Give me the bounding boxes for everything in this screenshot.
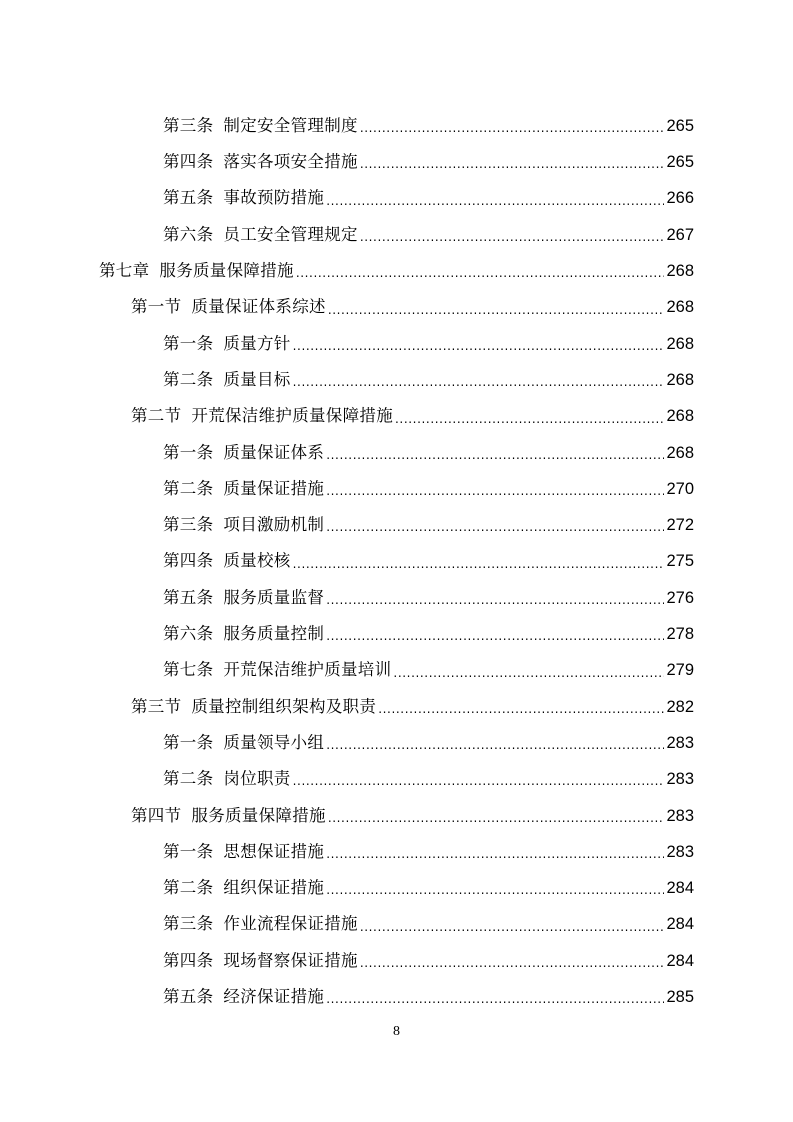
toc-entry[interactable] bbox=[0, 544, 793, 580]
toc-entry-page: 275 bbox=[666, 552, 694, 571]
toc-entry-number: 第二条 bbox=[163, 769, 214, 789]
toc-entry-title: 质量保证体系 bbox=[223, 442, 325, 462]
toc-entry-title: 质量保证措施 bbox=[223, 478, 325, 498]
toc-entry-page: 283 bbox=[666, 770, 694, 789]
dot-leader bbox=[326, 992, 664, 1006]
toc-entry-page: 284 bbox=[666, 915, 694, 934]
toc-entry-page: 278 bbox=[666, 625, 694, 644]
toc-entry-title: 现场督察保证措施 bbox=[223, 950, 358, 970]
toc-entry-title: 项目激励机制 bbox=[223, 515, 325, 535]
toc-entry-label bbox=[163, 154, 358, 171]
toc-entry[interactable] bbox=[0, 471, 793, 507]
toc-entry-title: 开荒保洁维护质量培训 bbox=[223, 660, 392, 680]
dot-leader bbox=[326, 738, 664, 752]
toc-entry-page: 279 bbox=[666, 661, 694, 680]
dot-leader bbox=[360, 121, 665, 135]
toc-entry-label bbox=[163, 880, 324, 897]
toc-entry-page: 268 bbox=[666, 407, 694, 426]
dot-leader bbox=[296, 266, 665, 280]
toc-entry-number: 第二条 bbox=[163, 478, 214, 498]
toc-entry-label bbox=[163, 190, 324, 207]
toc-entry-number: 第二节 bbox=[131, 406, 182, 426]
toc-entry-title: 质量方针 bbox=[223, 333, 291, 353]
toc-entry-label bbox=[163, 841, 325, 861]
toc-entry-page: 267 bbox=[666, 225, 694, 244]
toc-entry-title: 服务质量保障措施 bbox=[159, 261, 294, 281]
toc-entry-page: 268 bbox=[666, 262, 694, 281]
dot-leader bbox=[326, 194, 664, 208]
toc-entry-number: 第五条 bbox=[163, 587, 214, 607]
toc-entry-page: 266 bbox=[666, 189, 694, 208]
toc-entry-chapter[interactable] bbox=[0, 253, 793, 289]
toc-entry-label bbox=[163, 369, 291, 389]
dot-leader bbox=[326, 520, 664, 534]
toc-entry-page: 265 bbox=[666, 116, 694, 135]
toc-entry-number: 第三条 bbox=[163, 914, 214, 934]
toc-entry-page: 268 bbox=[666, 443, 694, 462]
toc-entry-title: 开荒保洁维护质量保障措施 bbox=[191, 406, 394, 426]
toc-entry[interactable] bbox=[0, 362, 793, 398]
toc-entry-section[interactable] bbox=[0, 289, 793, 325]
toc-entry[interactable] bbox=[0, 725, 793, 761]
toc-entry-page: 272 bbox=[666, 516, 694, 535]
toc-entry-label bbox=[163, 478, 325, 498]
dot-leader bbox=[326, 629, 664, 643]
toc-entry-number: 第一节 bbox=[131, 297, 182, 317]
toc-entry-label bbox=[99, 263, 294, 280]
toc-entry[interactable] bbox=[0, 870, 793, 906]
toc-entry-section[interactable] bbox=[0, 689, 793, 725]
toc-entry[interactable] bbox=[0, 834, 793, 870]
toc-entry-page: 284 bbox=[666, 951, 694, 970]
toc-entry-page: 282 bbox=[666, 697, 694, 716]
dot-leader bbox=[293, 557, 665, 571]
dot-leader bbox=[360, 956, 665, 970]
toc-entry-title: 组织保证措施 bbox=[223, 878, 325, 898]
dot-leader bbox=[395, 412, 664, 426]
dot-leader bbox=[328, 811, 665, 825]
toc-entry[interactable] bbox=[0, 761, 793, 797]
toc-entry-number: 第六条 bbox=[163, 624, 214, 644]
dot-leader bbox=[360, 230, 665, 244]
toc-entry-title: 服务质量监督 bbox=[223, 587, 325, 607]
toc-entry-number: 第七章 bbox=[99, 261, 150, 281]
dot-leader bbox=[360, 920, 665, 934]
dot-leader bbox=[326, 847, 664, 861]
toc-entry-number: 第二条 bbox=[163, 369, 214, 389]
dot-leader bbox=[360, 157, 665, 171]
dot-leader bbox=[378, 702, 664, 716]
toc-entry-number: 第六条 bbox=[163, 224, 214, 244]
toc-entry-number: 第四条 bbox=[163, 950, 214, 970]
toc-entry-title: 服务质量保障措施 bbox=[191, 805, 326, 825]
toc-entry[interactable] bbox=[0, 979, 793, 1015]
toc-entry[interactable] bbox=[0, 507, 793, 543]
toc-entry-title: 岗位职责 bbox=[223, 769, 291, 789]
toc-entry-page: 283 bbox=[666, 806, 694, 825]
toc-entry-title: 员工安全管理规定 bbox=[223, 224, 358, 244]
toc-entry[interactable] bbox=[0, 144, 793, 180]
toc-entry-page: 265 bbox=[666, 153, 694, 172]
toc-entry-number: 第四节 bbox=[131, 805, 182, 825]
toc-entry-page: 268 bbox=[666, 370, 694, 389]
toc-entry-number: 第一条 bbox=[163, 841, 214, 861]
toc-entry[interactable] bbox=[0, 435, 793, 471]
toc-entry-number: 第四条 bbox=[163, 551, 214, 571]
toc-entry-label bbox=[163, 442, 325, 462]
toc-entry-page: 283 bbox=[666, 733, 694, 752]
dot-leader bbox=[293, 339, 665, 353]
toc-entry-section[interactable] bbox=[0, 398, 793, 434]
toc-entry-title: 质量领导小组 bbox=[223, 732, 325, 752]
table-of-contents bbox=[0, 108, 793, 1015]
toc-entry[interactable] bbox=[0, 108, 793, 144]
dot-leader bbox=[293, 375, 665, 389]
toc-entry-title: 质量校核 bbox=[223, 551, 291, 571]
toc-entry-label bbox=[131, 299, 326, 316]
toc-entry-page: 270 bbox=[666, 479, 694, 498]
toc-entry[interactable] bbox=[0, 616, 793, 652]
toc-entry-title: 落实各项安全措施 bbox=[223, 152, 358, 172]
toc-entry-title: 作业流程保证措施 bbox=[223, 914, 358, 934]
toc-entry-page: 268 bbox=[666, 298, 694, 317]
toc-entry-number: 第一条 bbox=[163, 732, 214, 752]
toc-entry[interactable] bbox=[0, 580, 793, 616]
toc-entry[interactable] bbox=[0, 217, 793, 253]
toc-entry-page: 283 bbox=[666, 842, 694, 861]
toc-entry-number: 第三条 bbox=[163, 115, 214, 135]
toc-entry-number: 第七条 bbox=[163, 660, 214, 680]
toc-entry-number: 第一条 bbox=[163, 442, 214, 462]
toc-entry-label bbox=[163, 517, 324, 534]
toc-entry-title: 质量保证体系综述 bbox=[191, 297, 326, 317]
toc-entry-title: 制定安全管理制度 bbox=[223, 115, 358, 135]
toc-entry-label bbox=[163, 950, 358, 970]
toc-entry-page: 276 bbox=[666, 588, 694, 607]
toc-entry-number: 第二条 bbox=[163, 878, 214, 898]
dot-leader bbox=[326, 448, 664, 462]
dot-leader bbox=[326, 883, 664, 897]
toc-entry-number: 第五条 bbox=[163, 987, 214, 1007]
toc-entry-label bbox=[163, 771, 291, 788]
toc-entry-number: 第三节 bbox=[131, 696, 182, 716]
toc-entry-number: 第五条 bbox=[163, 188, 214, 208]
toc-entry-label bbox=[163, 553, 291, 570]
toc-entry[interactable] bbox=[0, 652, 793, 688]
toc-entry-label bbox=[163, 626, 324, 643]
toc-entry-label bbox=[131, 408, 393, 425]
toc-entry-number: 第四条 bbox=[163, 152, 214, 172]
page-number: 8 bbox=[393, 1024, 400, 1039]
toc-entry-label bbox=[163, 662, 391, 679]
toc-entry[interactable] bbox=[0, 907, 793, 943]
toc-entry-page: 285 bbox=[666, 988, 694, 1007]
toc-entry[interactable] bbox=[0, 943, 793, 979]
dot-leader bbox=[326, 593, 664, 607]
dot-leader bbox=[326, 484, 664, 498]
toc-entry-title: 质量控制组织架构及职责 bbox=[191, 696, 377, 716]
toc-entry-title: 服务质量控制 bbox=[223, 624, 325, 644]
toc-entry-label bbox=[163, 732, 325, 752]
dot-leader bbox=[328, 303, 665, 317]
toc-entry-label bbox=[163, 587, 325, 607]
toc-entry-number: 第一条 bbox=[163, 333, 214, 353]
toc-entry-page: 284 bbox=[666, 879, 694, 898]
toc-entry-title: 经济保证措施 bbox=[223, 987, 325, 1007]
toc-entry-label bbox=[131, 696, 377, 716]
toc-entry-label bbox=[163, 115, 358, 135]
toc-entry-label bbox=[163, 333, 291, 353]
toc-entry[interactable] bbox=[0, 326, 793, 362]
toc-entry-page: 268 bbox=[666, 334, 694, 353]
toc-entry-label bbox=[163, 916, 358, 933]
toc-entry-section[interactable] bbox=[0, 798, 793, 834]
toc-entry-label bbox=[131, 805, 326, 825]
dot-leader bbox=[293, 774, 665, 788]
toc-entry-title: 质量目标 bbox=[223, 369, 291, 389]
toc-entry[interactable] bbox=[0, 181, 793, 217]
dot-leader bbox=[393, 666, 664, 680]
toc-entry-number: 第三条 bbox=[163, 515, 214, 535]
toc-entry-label bbox=[163, 989, 324, 1006]
toc-entry-title: 思想保证措施 bbox=[223, 841, 325, 861]
toc-entry-label bbox=[163, 224, 358, 244]
toc-entry-title: 事故预防措施 bbox=[223, 188, 325, 208]
